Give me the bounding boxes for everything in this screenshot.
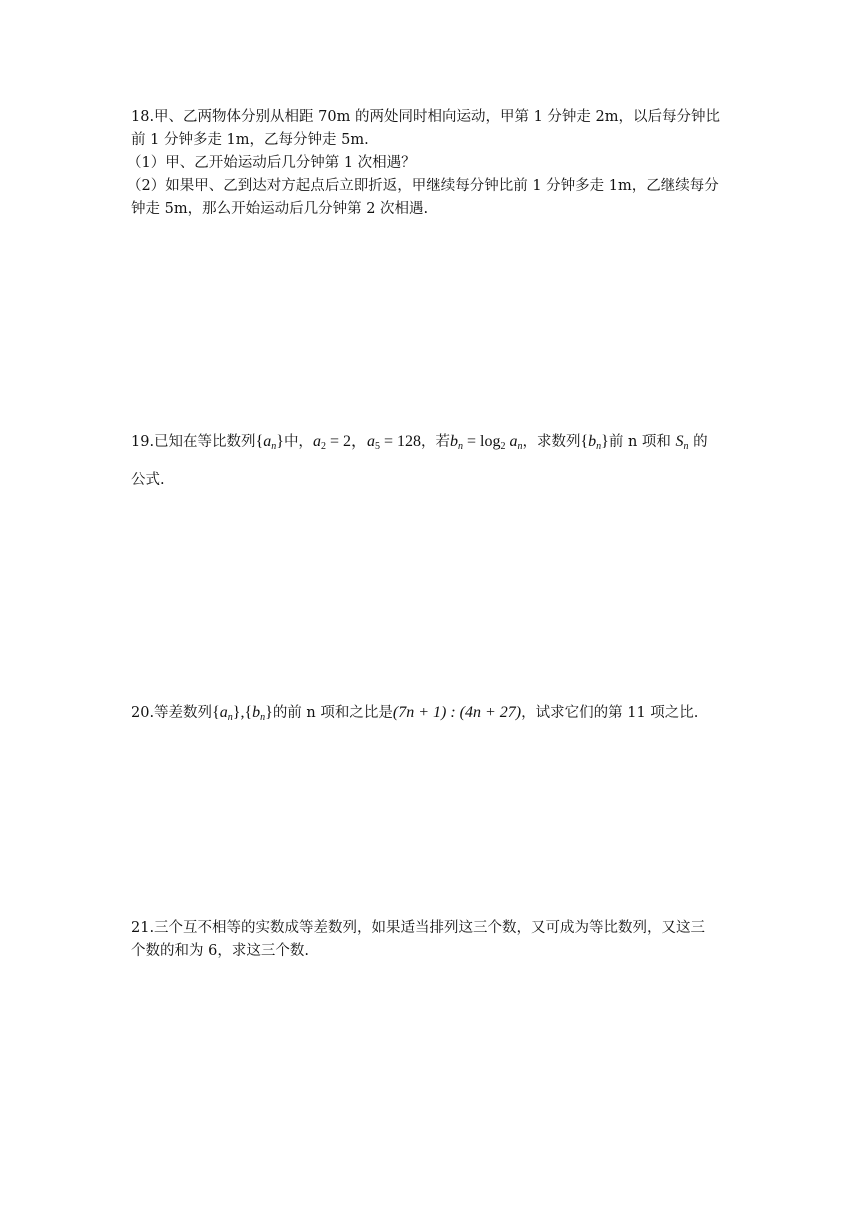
ratio-expression: (7n + 1) : (4n + 27) [392,704,522,721]
problem-18-line-1: 18.甲、乙两物体分别从相距 70m 的两处同时相向运动，甲第 1 分钟走 2m，以后每分钟比 [131,109,721,125]
problem-20-line [131,703,698,723]
problem-19-text-intro: 19.已知在等比数列 [131,434,256,450]
problem-21-line-1: 21.三个互不相等的实数成等差数列，如果适当排列这三个数，又可成为等比数列，又这三 [131,920,706,936]
bn-log-formula: $b_n = \log_2 a_n$ [450,433,523,452]
problem-19-text-qiu: ，求数列 [522,434,581,450]
sequence-a-set: $\{a_n\}$ [255,433,284,452]
problem-18-part-1: （1）甲、乙开始运动后几分钟第 1 次相遇？ [127,155,416,171]
problem-18-part-2-line-2: 钟走 5m，那么开始运动后几分钟第 2 次相遇. [131,201,429,217]
term-a2-equation: $a_2 = 2$， [312,433,367,452]
problem-19-text-zhong: 中， [283,434,313,450]
problem-20-text-intro: 20.等差数列 [131,705,213,721]
sequences-an-bn: $\{a_n\},\{b_n\}$ [212,704,273,723]
problem-19-line-2: 公式. [131,472,165,488]
problem-19-text-de: 的 [693,434,708,450]
problem-19-line-1 [131,432,708,452]
problem-20-text-end: ，试求它们的第 11 项之比. [521,705,699,721]
sum-sn-symbol: $S_n$ [675,433,689,452]
problem-19-text-sum: 前 n 项和 [608,434,671,450]
problem-18-line-2: 前 1 分钟多走 1m，乙每分钟走 5m. [131,132,369,148]
problem-20-text-mid: 的前 n 项和之比是 [272,705,393,721]
term-a5-equation: $a_5 = 128$ [366,433,421,452]
problem-19-text-ruo: ，若 [421,434,450,450]
sequence-b-set: $\{b_n\}$ [580,433,609,452]
problem-21-line-2: 个数的和为 6，求这三个数. [131,943,309,959]
problem-18-part-2-line-1: （2）如果甲、乙到达对方起点后立即折返，甲继续每分钟比前 1 分钟多走 1m，乙继续每分 [127,178,719,194]
